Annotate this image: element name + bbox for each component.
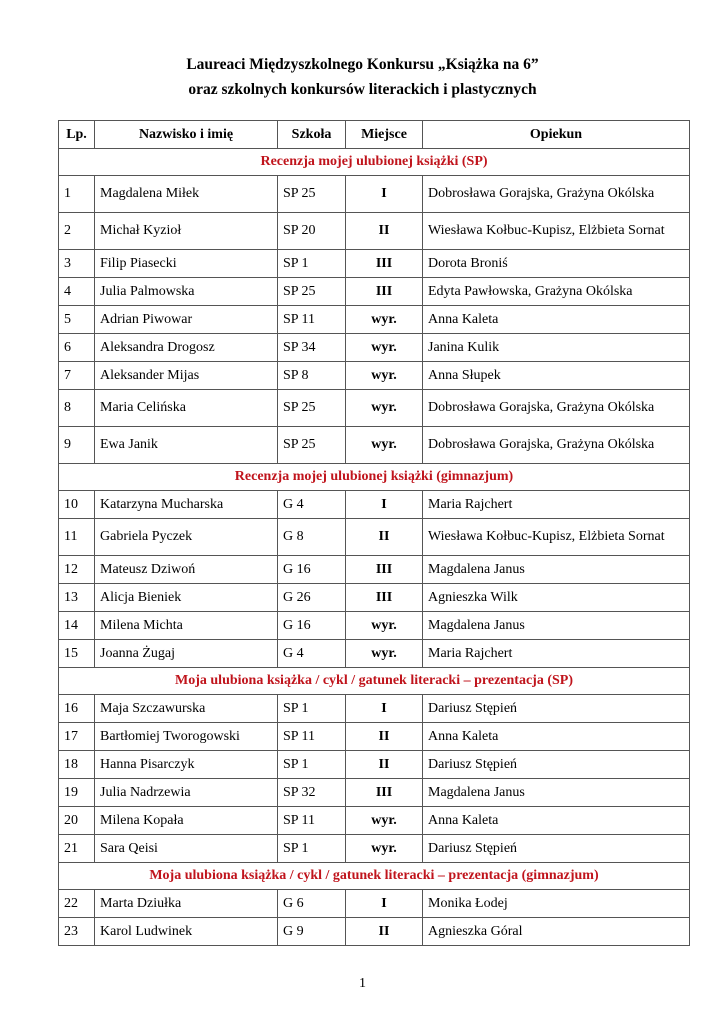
cell-school: SP 25 <box>278 427 346 464</box>
cell-lp: 17 <box>59 723 95 751</box>
cell-mentor: Anna Kaleta <box>423 807 690 835</box>
laureates-table <box>58 120 690 946</box>
cell-name: Marta Dziułka <box>95 890 278 918</box>
cell-mentor: Dobrosława Gorajska, Grażyna Okólska <box>423 427 690 464</box>
header-mentor: Opiekun <box>423 121 690 149</box>
cell-school: G 6 <box>278 890 346 918</box>
cell-name: Katarzyna Mucharska <box>95 491 278 519</box>
cell-school: SP 8 <box>278 362 346 390</box>
cell-lp: 19 <box>59 779 95 807</box>
cell-lp: 16 <box>59 695 95 723</box>
cell-place: I <box>346 695 423 723</box>
header-school: Szkoła <box>278 121 346 149</box>
table-row <box>59 779 690 807</box>
cell-place: II <box>346 519 423 556</box>
cell-lp: 11 <box>59 519 95 556</box>
cell-school: SP 1 <box>278 250 346 278</box>
cell-name: Hanna Pisarczyk <box>95 751 278 779</box>
cell-place: III <box>346 779 423 807</box>
cell-mentor: Dobrosława Gorajska, Grażyna Okólska <box>423 390 690 427</box>
cell-lp: 21 <box>59 835 95 863</box>
header-lp: Lp. <box>59 121 95 149</box>
cell-name: Filip Piasecki <box>95 250 278 278</box>
cell-mentor: Agnieszka Wilk <box>423 584 690 612</box>
table-row <box>59 835 690 863</box>
section-header-row <box>59 863 690 890</box>
cell-school: SP 1 <box>278 751 346 779</box>
cell-mentor: Magdalena Janus <box>423 556 690 584</box>
cell-name: Ewa Janik <box>95 427 278 464</box>
cell-lp: 10 <box>59 491 95 519</box>
cell-mentor: Dorota Broniś <box>423 250 690 278</box>
cell-place: wyr. <box>346 306 423 334</box>
cell-mentor: Monika Łodej <box>423 890 690 918</box>
cell-school: SP 25 <box>278 278 346 306</box>
table-row <box>59 640 690 668</box>
cell-lp: 23 <box>59 918 95 946</box>
cell-name: Bartłomiej Tworogowski <box>95 723 278 751</box>
cell-mentor: Magdalena Janus <box>423 612 690 640</box>
cell-lp: 12 <box>59 556 95 584</box>
cell-name: Gabriela Pyczek <box>95 519 278 556</box>
cell-place: III <box>346 278 423 306</box>
table-row <box>59 918 690 946</box>
cell-lp: 4 <box>59 278 95 306</box>
table-row <box>59 723 690 751</box>
cell-school: SP 11 <box>278 807 346 835</box>
cell-school: G 4 <box>278 640 346 668</box>
cell-place: wyr. <box>346 390 423 427</box>
cell-lp: 6 <box>59 334 95 362</box>
section-header-row <box>59 149 690 176</box>
cell-school: G 8 <box>278 519 346 556</box>
cell-lp: 7 <box>59 362 95 390</box>
cell-mentor: Edyta Pawłowska, Grażyna Okólska <box>423 278 690 306</box>
table-row <box>59 427 690 464</box>
cell-place: wyr. <box>346 807 423 835</box>
cell-mentor: Wiesława Kołbuc-Kupisz, Elżbieta Sornat <box>423 213 690 250</box>
cell-name: Adrian Piwowar <box>95 306 278 334</box>
cell-school: SP 32 <box>278 779 346 807</box>
cell-name: Aleksandra Drogosz <box>95 334 278 362</box>
cell-lp: 2 <box>59 213 95 250</box>
cell-school: SP 1 <box>278 695 346 723</box>
table-row <box>59 491 690 519</box>
cell-mentor: Magdalena Janus <box>423 779 690 807</box>
table-row <box>59 807 690 835</box>
cell-place: II <box>346 751 423 779</box>
section-title: Moja ulubiona książka / cykl / gatunek literacki – prezentacja (SP) <box>59 668 690 695</box>
cell-mentor: Dariusz Stępień <box>423 695 690 723</box>
table-row <box>59 695 690 723</box>
cell-lp: 20 <box>59 807 95 835</box>
cell-lp: 13 <box>59 584 95 612</box>
table-row <box>59 584 690 612</box>
cell-lp: 9 <box>59 427 95 464</box>
table-row <box>59 334 690 362</box>
cell-mentor: Dariusz Stępień <box>423 835 690 863</box>
cell-mentor: Wiesława Kołbuc-Kupisz, Elżbieta Sornat <box>423 519 690 556</box>
cell-school: G 16 <box>278 612 346 640</box>
cell-name: Milena Kopała <box>95 807 278 835</box>
cell-name: Joanna Żugaj <box>95 640 278 668</box>
table-row <box>59 362 690 390</box>
cell-mentor: Maria Rajchert <box>423 640 690 668</box>
cell-school: SP 11 <box>278 306 346 334</box>
table-row <box>59 176 690 213</box>
cell-mentor: Anna Słupek <box>423 362 690 390</box>
cell-school: SP 11 <box>278 723 346 751</box>
cell-lp: 22 <box>59 890 95 918</box>
table-header-row <box>59 121 690 149</box>
cell-school: SP 34 <box>278 334 346 362</box>
cell-lp: 15 <box>59 640 95 668</box>
table-row <box>59 519 690 556</box>
cell-mentor: Anna Kaleta <box>423 723 690 751</box>
cell-place: I <box>346 176 423 213</box>
table-row <box>59 306 690 334</box>
cell-mentor: Agnieszka Góral <box>423 918 690 946</box>
cell-name: Maria Celińska <box>95 390 278 427</box>
title-line-1: Laureaci Międzyszkolnego Konkursu „Książka na 6” <box>186 56 539 73</box>
cell-school: G 16 <box>278 556 346 584</box>
cell-name: Aleksander Mijas <box>95 362 278 390</box>
cell-school: G 4 <box>278 491 346 519</box>
cell-place: wyr. <box>346 427 423 464</box>
cell-place: wyr. <box>346 334 423 362</box>
cell-name: Alicja Bieniek <box>95 584 278 612</box>
cell-mentor: Dariusz Stępień <box>423 751 690 779</box>
document-title <box>0 52 725 102</box>
cell-place: II <box>346 213 423 250</box>
table-row <box>59 250 690 278</box>
header-place: Miejsce <box>346 121 423 149</box>
table-row <box>59 390 690 427</box>
section-title: Recenzja mojej ulubionej książki (SP) <box>59 149 690 176</box>
cell-name: Michał Kyzioł <box>95 213 278 250</box>
cell-school: G 26 <box>278 584 346 612</box>
cell-place: wyr. <box>346 362 423 390</box>
cell-name: Mateusz Dziwoń <box>95 556 278 584</box>
cell-place: I <box>346 491 423 519</box>
cell-place: III <box>346 250 423 278</box>
table-row <box>59 556 690 584</box>
cell-school: SP 25 <box>278 390 346 427</box>
section-header-row <box>59 464 690 491</box>
cell-school: SP 25 <box>278 176 346 213</box>
cell-name: Julia Palmowska <box>95 278 278 306</box>
cell-lp: 14 <box>59 612 95 640</box>
cell-name: Julia Nadrzewia <box>95 779 278 807</box>
cell-place: I <box>346 890 423 918</box>
cell-place: wyr. <box>346 612 423 640</box>
section-header-row <box>59 668 690 695</box>
cell-place: wyr. <box>346 640 423 668</box>
section-title: Moja ulubiona książka / cykl / gatunek literacki – prezentacja (gimnazjum) <box>59 863 690 890</box>
section-title: Recenzja mojej ulubionej książki (gimnazjum) <box>59 464 690 491</box>
table-body <box>59 149 690 946</box>
cell-lp: 3 <box>59 250 95 278</box>
cell-name: Sara Qeisi <box>95 835 278 863</box>
cell-lp: 5 <box>59 306 95 334</box>
cell-mentor: Maria Rajchert <box>423 491 690 519</box>
header-name: Nazwisko i imię <box>95 121 278 149</box>
table-row <box>59 278 690 306</box>
cell-name: Maja Szczawurska <box>95 695 278 723</box>
cell-lp: 18 <box>59 751 95 779</box>
table-row <box>59 751 690 779</box>
cell-mentor: Janina Kulik <box>423 334 690 362</box>
cell-mentor: Dobrosława Gorajska, Grażyna Okólska <box>423 176 690 213</box>
cell-place: III <box>346 556 423 584</box>
cell-lp: 8 <box>59 390 95 427</box>
cell-school: G 9 <box>278 918 346 946</box>
table-row <box>59 612 690 640</box>
cell-place: II <box>346 918 423 946</box>
cell-name: Magdalena Miłek <box>95 176 278 213</box>
cell-place: wyr. <box>346 835 423 863</box>
cell-school: SP 1 <box>278 835 346 863</box>
cell-name: Milena Michta <box>95 612 278 640</box>
cell-name: Karol Ludwinek <box>95 918 278 946</box>
page-number: 1 <box>359 976 366 991</box>
table-row <box>59 890 690 918</box>
cell-place: II <box>346 723 423 751</box>
cell-place: III <box>346 584 423 612</box>
title-line-2: oraz szkolnych konkursów literackich i plastycznych <box>188 81 537 98</box>
cell-lp: 1 <box>59 176 95 213</box>
cell-school: SP 20 <box>278 213 346 250</box>
cell-mentor: Anna Kaleta <box>423 306 690 334</box>
table-row <box>59 213 690 250</box>
